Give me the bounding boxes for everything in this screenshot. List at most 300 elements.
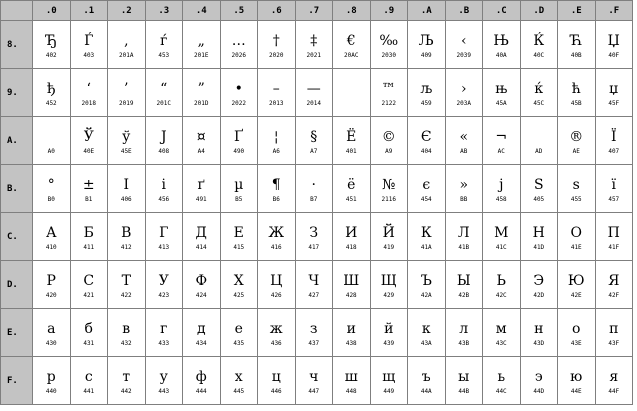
character-glyph: з [309,321,318,337]
unicode-code: 2021 [306,52,321,59]
character-cell [258,21,296,69]
unicode-code: 2014 [306,100,321,107]
column-header: .C [483,1,521,21]
unicode-code: 422 [120,292,132,299]
character-cell [445,69,483,117]
row-header: A. [1,117,33,165]
character-glyph: З [309,225,319,241]
character-cell [220,357,258,405]
unicode-code: 417 [308,244,320,251]
unicode-code: 431 [83,340,95,347]
character-glyph: Џ [607,33,620,49]
unicode-code: 414 [195,244,207,251]
unicode-code: 452 [45,100,57,107]
character-glyph: н [534,321,544,337]
character-glyph: Ъ [420,273,432,289]
character-glyph: … [231,33,246,49]
character-glyph: м [495,321,507,337]
character-cell [183,69,221,117]
unicode-code: 434 [195,340,207,347]
unicode-code: 45B [570,100,582,107]
unicode-code: 442 [120,388,132,395]
character-glyph: Ь [496,273,506,289]
character-glyph: д [196,321,206,337]
unicode-code: A4 [197,148,205,155]
unicode-code: 2030 [381,52,396,59]
character-glyph: Ѕ [533,177,544,193]
unicode-code: 40F [608,52,620,59]
table-row [1,165,633,213]
character-cell [33,213,71,261]
character-cell [295,21,333,69]
character-glyph: Я [608,273,620,289]
character-glyph: « [459,129,469,145]
unicode-code: 40C [533,52,545,59]
character-cell [108,69,146,117]
character-cell [483,261,521,309]
unicode-code: 43C [495,340,507,347]
character-cell [295,69,333,117]
character-glyph: я [609,369,619,385]
character-glyph: Ц [270,273,283,289]
character-cell [595,21,633,69]
character-cell [595,309,633,357]
unicode-code: 453 [158,52,170,59]
character-cell [445,309,483,357]
unicode-code: 430 [45,340,57,347]
unicode-code: 406 [120,196,132,203]
unicode-code: 449 [383,388,395,395]
character-cell [483,21,521,69]
character-cell [408,21,446,69]
unicode-code: 43E [570,340,582,347]
unicode-code: 2013 [269,100,284,107]
character-glyph: С [83,273,95,289]
character-glyph: ђ [46,81,56,97]
character-cell [108,261,146,309]
column-header: .D [520,1,558,21]
character-cell [370,357,408,405]
character-cell [370,309,408,357]
character-glyph: л [459,321,469,337]
character-cell [370,165,408,213]
character-cell [595,213,633,261]
character-glyph [33,129,70,145]
character-glyph: Т [121,273,131,289]
unicode-code: 43D [533,340,545,347]
character-cell [483,69,521,117]
unicode-code: 416 [270,244,282,251]
character-glyph: р [46,369,56,385]
character-cell [595,69,633,117]
unicode-code: 428 [345,292,357,299]
unicode-code: 410 [45,244,57,251]
unicode-code: 432 [120,340,132,347]
character-cell [370,213,408,261]
unicode-code: 41B [458,244,470,251]
character-cell [108,117,146,165]
character-cell [520,165,558,213]
character-glyph: Р [46,273,56,289]
character-cell [408,357,446,405]
unicode-code: 44D [533,388,545,395]
character-cell [295,165,333,213]
unicode-code: A9 [385,148,393,155]
character-cell [33,117,71,165]
character-glyph: т [122,369,131,385]
unicode-code: B7 [310,196,318,203]
unicode-code: 2022 [231,100,246,107]
character-cell [520,117,558,165]
character-cell [258,117,296,165]
character-glyph: ґ [197,177,205,193]
character-glyph: ‚ [124,33,129,49]
character-cell [370,21,408,69]
character-glyph: Ћ [570,33,583,49]
character-cell [558,309,596,357]
column-header: .9 [370,1,408,21]
character-glyph: € [346,33,356,49]
column-header: .4 [183,1,221,21]
character-cell [483,117,521,165]
character-glyph: е [234,321,243,337]
unicode-code: 42B [458,292,470,299]
row-header: 8. [1,21,33,69]
character-glyph: ъ [421,369,431,385]
unicode-code: 426 [270,292,282,299]
unicode-code: 459 [420,100,432,107]
character-cell [295,213,333,261]
unicode-code: 43A [420,340,432,347]
character-cell [258,213,296,261]
unicode-code: 401 [345,148,357,155]
column-header: .F [595,1,633,21]
character-glyph: џ [609,81,619,97]
unicode-code: 44B [458,388,470,395]
character-glyph: Ђ [45,33,57,49]
character-glyph: в [122,321,131,337]
column-header: .0 [33,1,71,21]
unicode-code: 409 [420,52,432,59]
unicode-code: 405 [533,196,545,203]
character-glyph: х [234,369,243,385]
character-cell [408,69,446,117]
table-row [1,309,633,357]
row-header: E. [1,309,33,357]
unicode-code: 41C [495,244,507,251]
character-glyph: » [459,177,469,193]
character-cell [595,117,633,165]
unicode-code: 446 [270,388,282,395]
table-row [1,213,633,261]
character-glyph: В [121,225,132,241]
column-header: .3 [145,1,183,21]
character-glyph: п [609,321,619,337]
unicode-code: 45F [608,100,620,107]
character-glyph: ‹ [460,33,467,49]
character-cell [145,21,183,69]
character-glyph: Ж [268,225,285,241]
character-cell [108,309,146,357]
character-cell [408,213,446,261]
unicode-code: B6 [272,196,280,203]
character-cell [333,69,371,117]
character-glyph: ™ [381,81,396,97]
character-cell [145,261,183,309]
table-row [1,261,633,309]
unicode-code: 2116 [381,196,396,203]
character-cell [520,213,558,261]
unicode-code: 42C [495,292,507,299]
character-glyph: — [306,81,321,97]
character-cell [558,117,596,165]
character-glyph: о [572,321,581,337]
character-cell [220,165,258,213]
unicode-code: 454 [420,196,432,203]
unicode-code: 456 [158,196,170,203]
character-cell [520,21,558,69]
unicode-code: 2018 [81,100,96,107]
character-cell [333,213,371,261]
unicode-code: 42F [608,292,620,299]
unicode-code: AB [460,148,468,155]
unicode-code: 458 [495,196,507,203]
unicode-code: AE [572,148,580,155]
unicode-code: 418 [345,244,357,251]
character-glyph: ® [569,129,584,145]
character-cell [295,261,333,309]
character-glyph: Ы [456,273,471,289]
unicode-code: 44E [570,388,582,395]
character-glyph: э [534,369,543,385]
character-cell [33,69,71,117]
unicode-code: B0 [47,196,55,203]
unicode-code: 429 [383,292,395,299]
character-glyph: ѓ [160,33,168,49]
character-cell [408,309,446,357]
unicode-code: 455 [570,196,582,203]
unicode-code: 201E [194,52,209,59]
character-cell [70,261,108,309]
unicode-code: 201C [156,100,171,107]
unicode-code: A0 [47,148,55,155]
unicode-code: 445 [233,388,245,395]
character-glyph: „ [197,33,205,49]
character-glyph: Ф [195,273,208,289]
character-glyph: И [345,225,358,241]
character-glyph: Ї [610,129,617,145]
character-glyph: ы [458,369,470,385]
character-glyph: М [494,225,509,241]
unicode-code: A7 [310,148,318,155]
unicode-code: 45C [533,100,545,107]
column-header-row [1,1,633,21]
character-cell [295,357,333,405]
character-cell [595,357,633,405]
character-glyph: Б [83,225,94,241]
character-cell [483,309,521,357]
table-row [1,21,633,69]
character-glyph: ф [195,369,207,385]
unicode-code: 440 [45,388,57,395]
unicode-code: B1 [85,196,93,203]
character-glyph: к [421,321,431,337]
character-cell [33,309,71,357]
character-glyph: А [45,225,57,241]
character-cell [258,165,296,213]
character-glyph: ¦ [273,129,279,145]
character-cell [295,117,333,165]
unicode-code: 412 [120,244,132,251]
character-glyph: б [84,321,93,337]
unicode-code: AD [535,148,543,155]
character-glyph: і [161,177,166,193]
unicode-code: BB [460,196,468,203]
character-glyph: – [272,81,280,97]
character-cell [333,357,371,405]
character-cell [333,261,371,309]
character-cell [183,213,221,261]
column-header: .A [408,1,446,21]
character-glyph: § [310,129,318,145]
unicode-code: 41D [533,244,545,251]
character-glyph: › [460,81,467,97]
character-cell [220,261,258,309]
character-glyph: ц [271,369,281,385]
character-glyph: ‰ [379,33,399,49]
character-glyph: † [272,33,280,49]
character-cell [558,213,596,261]
character-cell [595,165,633,213]
character-cell [183,165,221,213]
unicode-code: 45E [120,148,132,155]
character-cell [70,213,108,261]
character-glyph: й [384,321,394,337]
unicode-code: B5 [235,196,243,203]
character-cell [220,213,258,261]
character-cell [220,117,258,165]
unicode-code: 491 [195,196,207,203]
character-cell [558,261,596,309]
character-cell [333,117,371,165]
unicode-code: 43F [608,340,620,347]
character-cell [445,21,483,69]
character-cell [595,261,633,309]
column-header: .B [445,1,483,21]
character-glyph: Њ [493,33,510,49]
unicode-code: 2039 [456,52,471,59]
character-glyph: ° [47,177,55,193]
character-cell [258,69,296,117]
character-glyph: Д [195,225,207,241]
character-glyph: ” [197,81,205,97]
column-header: .7 [295,1,333,21]
character-cell [483,165,521,213]
character-glyph: Э [533,273,545,289]
unicode-code: 435 [233,340,245,347]
unicode-code: 44F [608,388,620,395]
character-glyph: њ [495,81,508,97]
character-glyph: • [234,81,243,97]
character-cell [520,261,558,309]
character-cell [220,21,258,69]
character-glyph: љ [420,81,433,97]
unicode-code: 41A [420,244,432,251]
character-cell [333,165,371,213]
character-glyph: г [160,321,168,337]
character-cell [70,21,108,69]
character-glyph: є [422,177,431,193]
character-cell [370,261,408,309]
unicode-code: 45A [495,100,507,107]
character-glyph: ё [347,177,356,193]
unicode-code: 411 [83,244,95,251]
unicode-code: 441 [83,388,95,395]
character-cell [408,261,446,309]
unicode-code: 443 [158,388,170,395]
unicode-code: 2020 [269,52,284,59]
unicode-code: 40B [570,52,582,59]
unicode-code: 201A [119,52,134,59]
unicode-code: 407 [608,148,620,155]
table-row [1,357,633,405]
character-cell [520,357,558,405]
character-glyph: ¬ [495,129,508,145]
unicode-code: 437 [308,340,320,347]
character-cell [220,309,258,357]
unicode-code: 402 [45,52,57,59]
unicode-code: 41E [570,244,582,251]
character-glyph: О [570,225,582,241]
column-header: .5 [220,1,258,21]
character-glyph: с [84,369,93,385]
character-glyph: ў [122,129,131,145]
character-cell [483,213,521,261]
character-cell [370,69,408,117]
unicode-code: 419 [383,244,395,251]
character-cell [70,357,108,405]
table-row [1,117,633,165]
unicode-code: 40A [495,52,507,59]
character-cell [108,213,146,261]
unicode-code: 444 [195,388,207,395]
character-glyph: “ [160,81,168,97]
character-glyph: П [607,225,620,241]
character-cell [558,69,596,117]
character-cell [520,309,558,357]
unicode-code: 439 [383,340,395,347]
character-glyph: Щ [380,273,397,289]
unicode-code: 44C [495,388,507,395]
character-cell [33,261,71,309]
character-cell [258,309,296,357]
character-glyph: © [381,129,396,145]
character-cell [70,117,108,165]
character-cell [145,309,183,357]
character-cell [70,69,108,117]
character-glyph: ќ [534,81,544,97]
unicode-code: 457 [608,196,620,203]
character-cell [445,261,483,309]
character-glyph: ’ [124,81,129,97]
unicode-code: 2026 [231,52,246,59]
row-header: F. [1,357,33,405]
character-glyph: Е [233,225,244,241]
character-cell [408,117,446,165]
code-page-body [1,1,633,405]
unicode-code: 201D [194,100,209,107]
unicode-code: 20AC [344,52,359,59]
